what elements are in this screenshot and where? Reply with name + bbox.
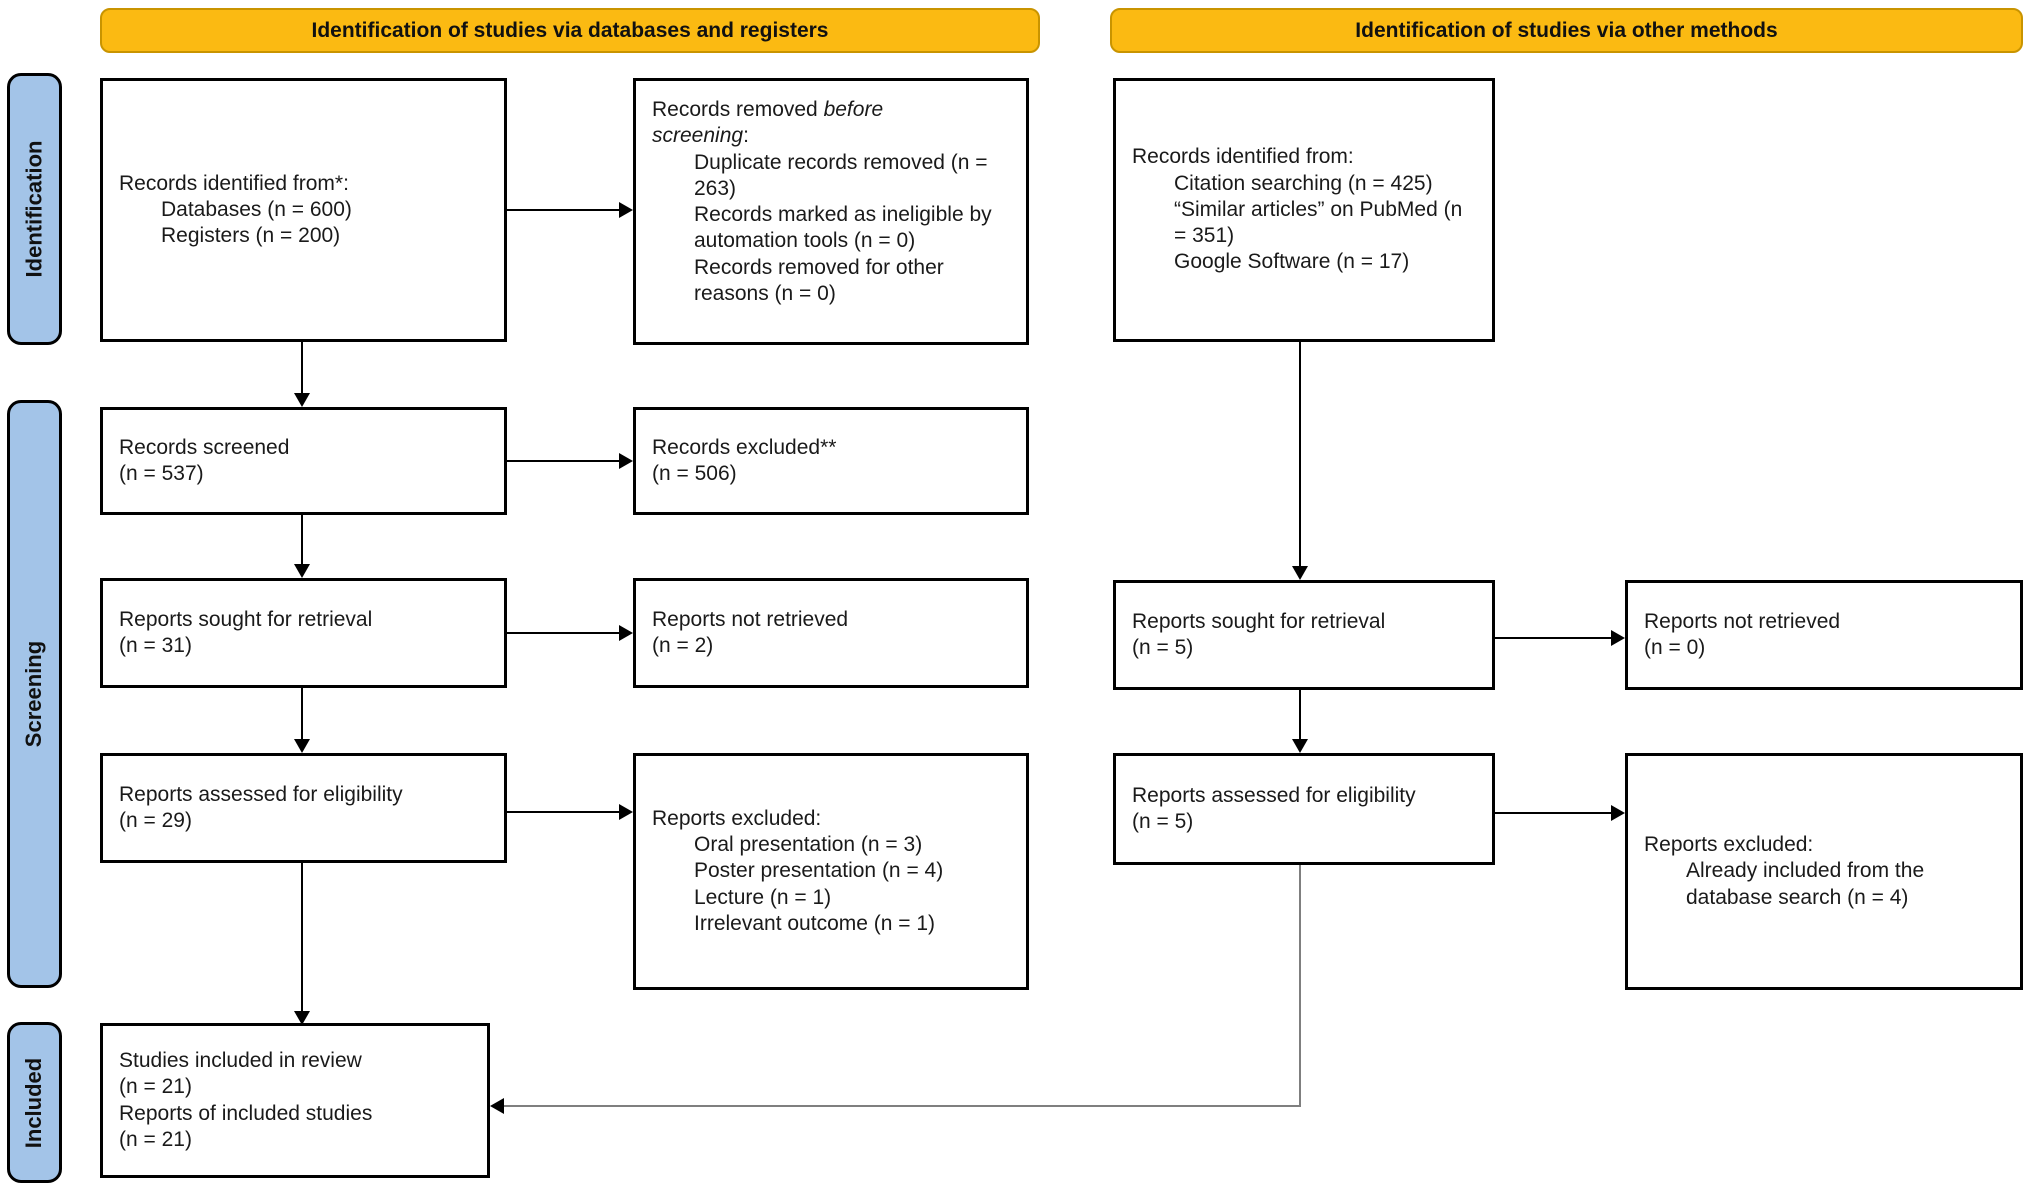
box-reports-sought-databases — [100, 578, 507, 688]
box-text-line: Reports of included studies — [119, 1101, 373, 1125]
box-text-line: (n = 506) — [652, 462, 737, 485]
stage-label-text: Identification — [21, 140, 47, 278]
arrowhead-down-icon — [294, 1011, 310, 1025]
arrowhead-right-icon — [619, 804, 633, 820]
box-text-line: Records marked as ineligible by automation tools (n = 0) — [694, 203, 992, 253]
arrow-assessed-to-included-line — [301, 863, 303, 1011]
arrowhead-left-icon — [490, 1098, 504, 1114]
box-reports-excluded-other — [1625, 753, 2023, 990]
stage-label-text: Included — [21, 1057, 47, 1148]
box-text-line: (n = 2) — [652, 634, 714, 657]
box-text-line: Reports assessed for eligibility — [119, 782, 403, 806]
text-segment: Records removed — [652, 98, 824, 121]
box-reports-assessed-databases — [100, 753, 507, 863]
box-text-line: Duplicate records removed (n = 263) — [694, 150, 988, 200]
box-text-line: Poster presentation (n = 4) — [694, 859, 944, 883]
arrow-identified-to-removed-line — [507, 209, 619, 211]
box-text-line: (n = 5) — [1132, 636, 1194, 659]
box-text-line: (n = 21) — [119, 1075, 192, 1099]
arrowhead-right-icon — [619, 202, 633, 218]
stage-label-screening — [7, 400, 62, 988]
box-text-line: Oral presentation (n = 3) — [694, 833, 923, 857]
box-text-line: Already included from the database search (n = 4) — [1686, 859, 1925, 909]
header-text: Identification of studies via databases and registers — [311, 18, 829, 42]
arrowhead-down-icon — [294, 564, 310, 578]
box-text-line: Studies included in review — [119, 1049, 362, 1072]
box-records-identified-other — [1113, 78, 1495, 342]
box-reports-sought-other — [1113, 580, 1495, 690]
box-text-line — [652, 97, 964, 150]
box-reports-excluded-databases — [633, 753, 1029, 990]
arrow-sought-to-not-retrieved-line — [507, 632, 619, 634]
arrowhead-down-icon — [294, 739, 310, 753]
arrowhead-right-icon — [619, 453, 633, 469]
box-text-line: Reports excluded: — [652, 806, 822, 830]
arrowhead-right-icon — [1611, 630, 1625, 646]
box-studies-included — [100, 1023, 490, 1178]
arrowhead-down-icon — [294, 393, 310, 407]
arrow-assessed-to-excluded-line — [507, 811, 619, 813]
box-text-line: Reports excluded: — [1644, 833, 1814, 857]
box-text-line: (n = 0) — [1644, 636, 1706, 659]
box-records-excluded — [633, 407, 1029, 515]
arrow-screened-to-sought-line — [301, 515, 303, 564]
arrowhead-down-icon — [1292, 739, 1308, 753]
box-text-line: Registers (n = 200) — [161, 224, 341, 248]
box-text-line: Records excluded** — [652, 435, 837, 459]
text-segment-italic: before screening — [652, 98, 884, 148]
box-reports-not-retrieved-databases — [633, 578, 1029, 688]
text-segment: : — [743, 124, 749, 148]
arrow-assessed-other-to-excluded-line — [1495, 812, 1611, 814]
box-records-screened — [100, 407, 507, 515]
box-reports-assessed-other — [1113, 753, 1495, 865]
box-text-line: Reports not retrieved — [652, 607, 849, 631]
header-databases-registers — [100, 8, 1040, 53]
box-text-line: “Similar articles” on PubMed (n = 351) — [1174, 197, 1463, 248]
connector-other-to-included-horizontal — [504, 1105, 1301, 1107]
box-text-line: (n = 29) — [119, 809, 192, 832]
box-text-line: Reports sought for retrieval — [1132, 609, 1386, 633]
stage-label-included — [7, 1022, 62, 1183]
box-text-line: Irrelevant outcome (n = 1) — [694, 911, 936, 935]
arrow-sought-other-to-not-retrieved-line — [1495, 637, 1611, 639]
box-text-line: Databases (n = 600) — [161, 197, 352, 221]
box-text-line: (n = 5) — [1132, 810, 1194, 833]
box-text-line: Lecture (n = 1) — [694, 885, 832, 909]
arrowhead-right-icon — [1611, 805, 1625, 821]
box-text-line: Reports not retrieved — [1644, 609, 1841, 633]
box-text-line: Citation searching (n = 425) — [1174, 171, 1433, 195]
stage-label-identification — [7, 73, 62, 345]
arrowhead-down-icon — [1292, 566, 1308, 580]
arrow-screened-to-excluded-line — [507, 460, 619, 462]
connector-other-to-included-vertical — [1299, 865, 1301, 1107]
box-records-removed-before-screening — [633, 78, 1029, 345]
box-text-line: Reports assessed for eligibility — [1132, 783, 1416, 807]
box-reports-not-retrieved-other — [1625, 580, 2023, 690]
box-text-line: (n = 21) — [119, 1127, 192, 1151]
box-records-identified-databases — [100, 78, 507, 342]
box-text-line: Reports sought for retrieval — [119, 607, 373, 631]
arrow-identified-other-to-sought-line — [1299, 342, 1301, 566]
box-text-line: Records identified from: — [1132, 145, 1354, 169]
arrowhead-right-icon — [619, 625, 633, 641]
header-text: Identification of studies via other methods — [1355, 18, 1778, 42]
box-text-line: (n = 31) — [119, 634, 192, 657]
box-text-line: Google Software (n = 17) — [1174, 250, 1410, 274]
box-text-line: Records screened — [119, 435, 290, 459]
arrow-sought-to-assessed-line — [301, 688, 303, 739]
arrow-sought-other-to-assessed-line — [1299, 690, 1301, 739]
box-text-line: Records identified from*: — [119, 171, 349, 195]
arrow-identified-to-screened-line — [301, 342, 303, 393]
box-text-line: Records removed for other reasons (n = 0) — [694, 255, 944, 305]
header-other-methods — [1110, 8, 2023, 53]
stage-label-text: Screening — [21, 640, 47, 748]
box-text-line: (n = 537) — [119, 462, 204, 485]
